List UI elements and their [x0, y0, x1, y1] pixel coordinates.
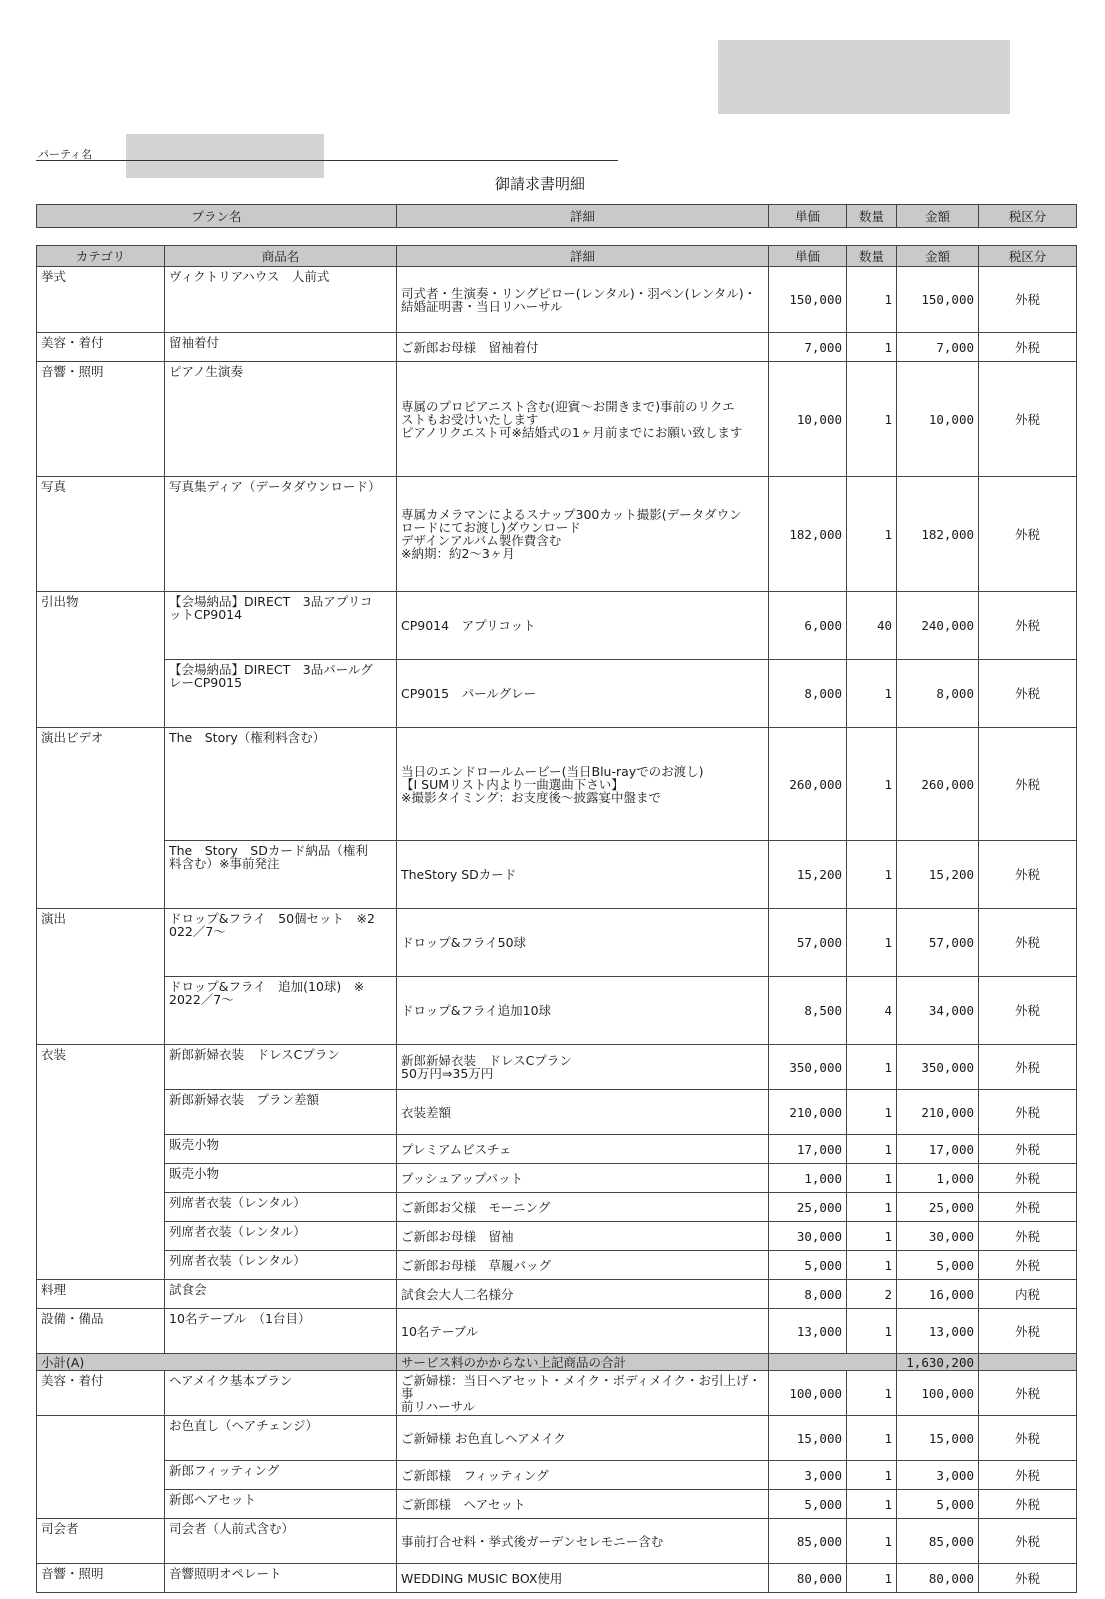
detail-cell: 新郎新婦衣装 ドレスCプラン 50万円⇒35万円 [397, 1045, 769, 1090]
unit-price-cell: 80,000 [769, 1564, 847, 1593]
amount-cell: 80,000 [897, 1564, 979, 1593]
tax-category-cell: 外税 [979, 1251, 1077, 1280]
unit-price-cell: 13,000 [769, 1309, 847, 1354]
detail-cell: ご新郎様 ヘアセット [397, 1490, 769, 1519]
table-row [37, 477, 1077, 592]
product-name-cell: 列席者衣装（レンタル） [165, 1193, 397, 1222]
category-cell: 音響・照明 [37, 1564, 165, 1593]
detail-cell: ご新婦様 お色直しヘアメイク [397, 1416, 769, 1461]
product-name-cell: 音響照明オペレート [165, 1564, 397, 1593]
detail-cell: ご新郎お母様 留袖 [397, 1222, 769, 1251]
product-name-cell: The Story（権利料含む） [165, 728, 397, 841]
quantity-cell: 1 [847, 1416, 897, 1461]
tax-category-cell: 外税 [979, 592, 1077, 660]
unit-price-cell: 8,000 [769, 1280, 847, 1309]
table-row [37, 1222, 1077, 1251]
unit-price-cell: 5,000 [769, 1251, 847, 1280]
quantity-cell: 1 [847, 1490, 897, 1519]
table-row [37, 1564, 1077, 1593]
unit-price-cell: 150,000 [769, 267, 847, 333]
unit-price-cell: 10,000 [769, 362, 847, 477]
category-cell: 料理 [37, 1280, 165, 1309]
detail-cell: WEDDING MUSIC BOX使用 [397, 1564, 769, 1593]
quantity-cell: 1 [847, 841, 897, 909]
detail-cell: 当日のエンドロールムービー(当日Blu-rayでのお渡し) 【I SUMリスト内より一曲選曲下さい】 ※撮影タイミング：お支度後～披露宴中盤まで [397, 728, 769, 841]
detail-cell: 専属カメラマンによるスナップ300カット撮影(データダウン ロードにてお渡し)ダウンロード デザインアルバム製作費含む ※納期：約2～3ヶ月 [397, 477, 769, 592]
unit-price-cell: 1,000 [769, 1164, 847, 1193]
category-cell: 設備・備品 [37, 1309, 165, 1354]
subtotal-amount: 1,630,200 [897, 1354, 979, 1371]
category-cell: 司会者 [37, 1519, 165, 1564]
unit-price-cell: 182,000 [769, 477, 847, 592]
product-name-cell: 試食会 [165, 1280, 397, 1309]
product-name-cell: 新郎ヘアセット [165, 1490, 397, 1519]
product-name-cell: 10名テーブル （1台目） [165, 1309, 397, 1354]
detail-cell: ご新郎お父様 モーニング [397, 1193, 769, 1222]
quantity-cell: 40 [847, 592, 897, 660]
amount-cell: 16,000 [897, 1280, 979, 1309]
quantity-cell: 1 [847, 1164, 897, 1193]
tax-category-cell: 外税 [979, 977, 1077, 1045]
plan-unit-price-header: 単価 [769, 205, 847, 228]
detail-cell: 専属のプロピアニスト含む(迎賓～お開きまで)事前のリクエ ストもお受けいたします ピアノリクエスト可※結婚式の1ヶ月前までにお願い致します [397, 362, 769, 477]
category-cell: 演出ビデオ [37, 728, 165, 909]
detail-cell: 試食会大人二名様分 [397, 1280, 769, 1309]
table-row [37, 1090, 1077, 1135]
unit-price-cell: 85,000 [769, 1519, 847, 1564]
amount-cell: 7,000 [897, 333, 979, 362]
unit-price-cell: 3,000 [769, 1461, 847, 1490]
quantity-cell: 1 [847, 1309, 897, 1354]
unit-price-cell: 7,000 [769, 333, 847, 362]
tax-category-header: 税区分 [979, 246, 1077, 267]
table-row [37, 1371, 1077, 1416]
amount-cell: 5,000 [897, 1251, 979, 1280]
quantity-cell: 1 [847, 1461, 897, 1490]
unit-price-cell: 210,000 [769, 1090, 847, 1135]
subtotal-empty-cell [979, 1354, 1077, 1371]
amount-cell: 3,000 [897, 1461, 979, 1490]
amount-cell: 100,000 [897, 1371, 979, 1416]
category-cell: 衣装 [37, 1045, 165, 1280]
plan-quantity-header: 数量 [847, 205, 897, 228]
product-name-cell: 販売小物 [165, 1164, 397, 1193]
tax-category-cell: 内税 [979, 1280, 1077, 1309]
unit-price-cell: 30,000 [769, 1222, 847, 1251]
amount-cell: 25,000 [897, 1193, 979, 1222]
detail-cell: 10名テーブル [397, 1309, 769, 1354]
category-cell: 挙式 [37, 267, 165, 333]
product-name-cell: お色直し（ヘアチェンジ） [165, 1416, 397, 1461]
quantity-cell: 1 [847, 267, 897, 333]
detail-cell: TheStory SDカード [397, 841, 769, 909]
tax-category-cell: 外税 [979, 1371, 1077, 1416]
unit-price-cell: 100,000 [769, 1371, 847, 1416]
product-name-cell: 販売小物 [165, 1135, 397, 1164]
product-name-header: 商品名 [165, 246, 397, 267]
quantity-cell: 1 [847, 660, 897, 728]
product-name-cell: ヘアメイク基本プラン [165, 1371, 397, 1416]
unit-price-cell: 15,000 [769, 1416, 847, 1461]
quantity-cell: 1 [847, 1193, 897, 1222]
product-name-cell: 司会者（人前式含む） [165, 1519, 397, 1564]
quantity-cell: 1 [847, 1135, 897, 1164]
quantity-cell: 1 [847, 477, 897, 592]
tax-category-cell: 外税 [979, 1090, 1077, 1135]
product-name-cell: 【会場納品】DIRECT 3品パールグ レーCP9015 [165, 660, 397, 728]
amount-cell: 57,000 [897, 909, 979, 977]
detail-cell: ご新郎お母様 草履バッグ [397, 1251, 769, 1280]
product-name-cell: ドロップ&フライ 50個セット ※2 022／7～ [165, 909, 397, 977]
amount-cell: 260,000 [897, 728, 979, 841]
quantity-cell: 1 [847, 728, 897, 841]
amount-cell: 85,000 [897, 1519, 979, 1564]
amount-cell: 210,000 [897, 1090, 979, 1135]
tax-category-cell: 外税 [979, 1461, 1077, 1490]
quantity-cell: 1 [847, 1371, 897, 1416]
quantity-cell: 1 [847, 909, 897, 977]
tax-category-cell: 外税 [979, 909, 1077, 977]
table-row [37, 592, 1077, 660]
category-cell [37, 1416, 165, 1519]
table-row [37, 1461, 1077, 1490]
tax-category-cell: 外税 [979, 1164, 1077, 1193]
unit-price-header: 単価 [769, 246, 847, 267]
subtotal-detail: サービス料のかからない上記商品の合計 [397, 1354, 769, 1371]
table-row [37, 660, 1077, 728]
detail-cell: CP9014 アプリコット [397, 592, 769, 660]
quantity-header: 数量 [847, 246, 897, 267]
party-name-label: パーティ名 [38, 148, 93, 161]
product-name-cell: 列席者衣装（レンタル） [165, 1222, 397, 1251]
amount-cell: 5,000 [897, 1490, 979, 1519]
unit-price-cell: 57,000 [769, 909, 847, 977]
detail-cell: ご新郎お母様 留袖着付 [397, 333, 769, 362]
detail-cell: ご新郎様 フィッティング [397, 1461, 769, 1490]
product-name-cell: 新郎新婦衣装 プラン差額 [165, 1090, 397, 1135]
unit-price-cell: 260,000 [769, 728, 847, 841]
quantity-cell: 1 [847, 1045, 897, 1090]
amount-cell: 13,000 [897, 1309, 979, 1354]
quantity-cell: 1 [847, 333, 897, 362]
unit-price-cell: 8,500 [769, 977, 847, 1045]
table-row [37, 267, 1077, 333]
unit-price-cell: 8,000 [769, 660, 847, 728]
tax-category-cell: 外税 [979, 728, 1077, 841]
detail-cell: プレミアムビスチェ [397, 1135, 769, 1164]
table-row [37, 1251, 1077, 1280]
amount-header: 金額 [897, 246, 979, 267]
amount-cell: 1,000 [897, 1164, 979, 1193]
quantity-cell: 2 [847, 1280, 897, 1309]
table-row [37, 1519, 1077, 1564]
amount-cell: 17,000 [897, 1135, 979, 1164]
amount-cell: 15,000 [897, 1416, 979, 1461]
table-row [37, 1490, 1077, 1519]
amount-cell: 34,000 [897, 977, 979, 1045]
category-cell: 音響・照明 [37, 362, 165, 477]
table-row [37, 841, 1077, 909]
detail-header: 詳細 [397, 246, 769, 267]
product-name-cell: 【会場納品】DIRECT 3品アプリコ ットCP9014 [165, 592, 397, 660]
table-row [37, 1416, 1077, 1461]
tax-category-cell: 外税 [979, 1135, 1077, 1164]
amount-cell: 150,000 [897, 267, 979, 333]
tax-category-cell: 外税 [979, 660, 1077, 728]
table-row [37, 1135, 1077, 1164]
category-cell: 美容・着付 [37, 333, 165, 362]
quantity-cell: 1 [847, 362, 897, 477]
category-cell: 美容・着付 [37, 1371, 165, 1416]
tax-category-cell: 外税 [979, 362, 1077, 477]
detail-cell: ドロップ&フライ追加10球 [397, 977, 769, 1045]
subtotal-empty-cell [769, 1354, 897, 1371]
unit-price-cell: 5,000 [769, 1490, 847, 1519]
tax-category-cell: 外税 [979, 1222, 1077, 1251]
table-row [37, 1193, 1077, 1222]
plan-header-table [36, 204, 1077, 228]
table-row [37, 1045, 1077, 1090]
quantity-cell: 1 [847, 1090, 897, 1135]
quantity-cell: 1 [847, 1251, 897, 1280]
tax-category-cell: 外税 [979, 1564, 1077, 1593]
amount-cell: 182,000 [897, 477, 979, 592]
detail-cell: 衣装差額 [397, 1090, 769, 1135]
product-name-cell: ヴィクトリアハウス 人前式 [165, 267, 397, 333]
tax-category-cell: 外税 [979, 1490, 1077, 1519]
amount-cell: 8,000 [897, 660, 979, 728]
tax-category-cell: 外税 [979, 477, 1077, 592]
tax-category-cell: 外税 [979, 1519, 1077, 1564]
quantity-cell: 4 [847, 977, 897, 1045]
items-table-body [37, 246, 1077, 1593]
items-table [36, 245, 1077, 1593]
page-title: 御請求書明細 [494, 175, 585, 193]
table-row [37, 1309, 1077, 1354]
product-name-cell: 列席者衣装（レンタル） [165, 1251, 397, 1280]
amount-cell: 30,000 [897, 1222, 979, 1251]
tax-category-cell: 外税 [979, 1193, 1077, 1222]
unit-price-cell: 15,200 [769, 841, 847, 909]
product-name-cell: 新郎新婦衣装 ドレスCプラン [165, 1045, 397, 1090]
subtotal-row [37, 1354, 1077, 1371]
detail-cell: 司式者・生演奏・リングピロー(レンタル)・羽ペン(レンタル)・ 結婚証明書・当日リハーサル [397, 267, 769, 333]
tax-category-cell: 外税 [979, 333, 1077, 362]
amount-cell: 240,000 [897, 592, 979, 660]
amount-cell: 15,200 [897, 841, 979, 909]
table-row [37, 909, 1077, 977]
unit-price-cell: 6,000 [769, 592, 847, 660]
subtotal-label: 小計(A) [37, 1354, 397, 1371]
product-name-cell: 留袖着付 [165, 333, 397, 362]
unit-price-cell: 17,000 [769, 1135, 847, 1164]
table-row [37, 1280, 1077, 1309]
tax-category-cell: 外税 [979, 1309, 1077, 1354]
product-name-cell: 新郎フィッティング [165, 1461, 397, 1490]
tax-category-cell: 外税 [979, 1045, 1077, 1090]
quantity-cell: 1 [847, 1564, 897, 1593]
table-row [37, 1164, 1077, 1193]
detail-cell: プッシュアップパット [397, 1164, 769, 1193]
detail-cell: CP9015 パールグレー [397, 660, 769, 728]
table-row [37, 333, 1077, 362]
product-name-cell: ピアノ生演奏 [165, 362, 397, 477]
quantity-cell: 1 [847, 1519, 897, 1564]
product-name-cell: 写真集ディア（データダウンロード） [165, 477, 397, 592]
plan-name-header: プラン名 [37, 205, 397, 228]
table-row [37, 362, 1077, 477]
category-header: カテゴリ [37, 246, 165, 267]
category-cell: 演出 [37, 909, 165, 1045]
unit-price-cell: 350,000 [769, 1045, 847, 1090]
quantity-cell: 1 [847, 1222, 897, 1251]
tax-category-cell: 外税 [979, 267, 1077, 333]
category-cell: 引出物 [37, 592, 165, 728]
product-name-cell: The Story SDカード納品（権利 料含む）※事前発注 [165, 841, 397, 909]
redacted-block-top [718, 40, 1010, 114]
tax-category-cell: 外税 [979, 841, 1077, 909]
plan-amount-header: 金額 [897, 205, 979, 228]
plan-detail-header: 詳細 [397, 205, 769, 228]
plan-tax-header: 税区分 [979, 205, 1077, 228]
redacted-party-name [126, 134, 324, 178]
amount-cell: 350,000 [897, 1045, 979, 1090]
product-name-cell: ドロップ&フライ 追加(10球) ※ 2022／7～ [165, 977, 397, 1045]
detail-cell: ドロップ&フライ50球 [397, 909, 769, 977]
header-row [37, 246, 1077, 267]
table-row [37, 728, 1077, 841]
party-name-underline [36, 160, 618, 161]
tax-category-cell: 外税 [979, 1416, 1077, 1461]
table-row [37, 977, 1077, 1045]
amount-cell: 10,000 [897, 362, 979, 477]
detail-cell: 事前打合せ料・挙式後ガーデンセレモニー含む [397, 1519, 769, 1564]
unit-price-cell: 25,000 [769, 1193, 847, 1222]
category-cell: 写真 [37, 477, 165, 592]
detail-cell: ご新婦様：当日ヘアセット・メイク・ボディメイク・お引上げ・事 前リハーサル [397, 1371, 769, 1416]
